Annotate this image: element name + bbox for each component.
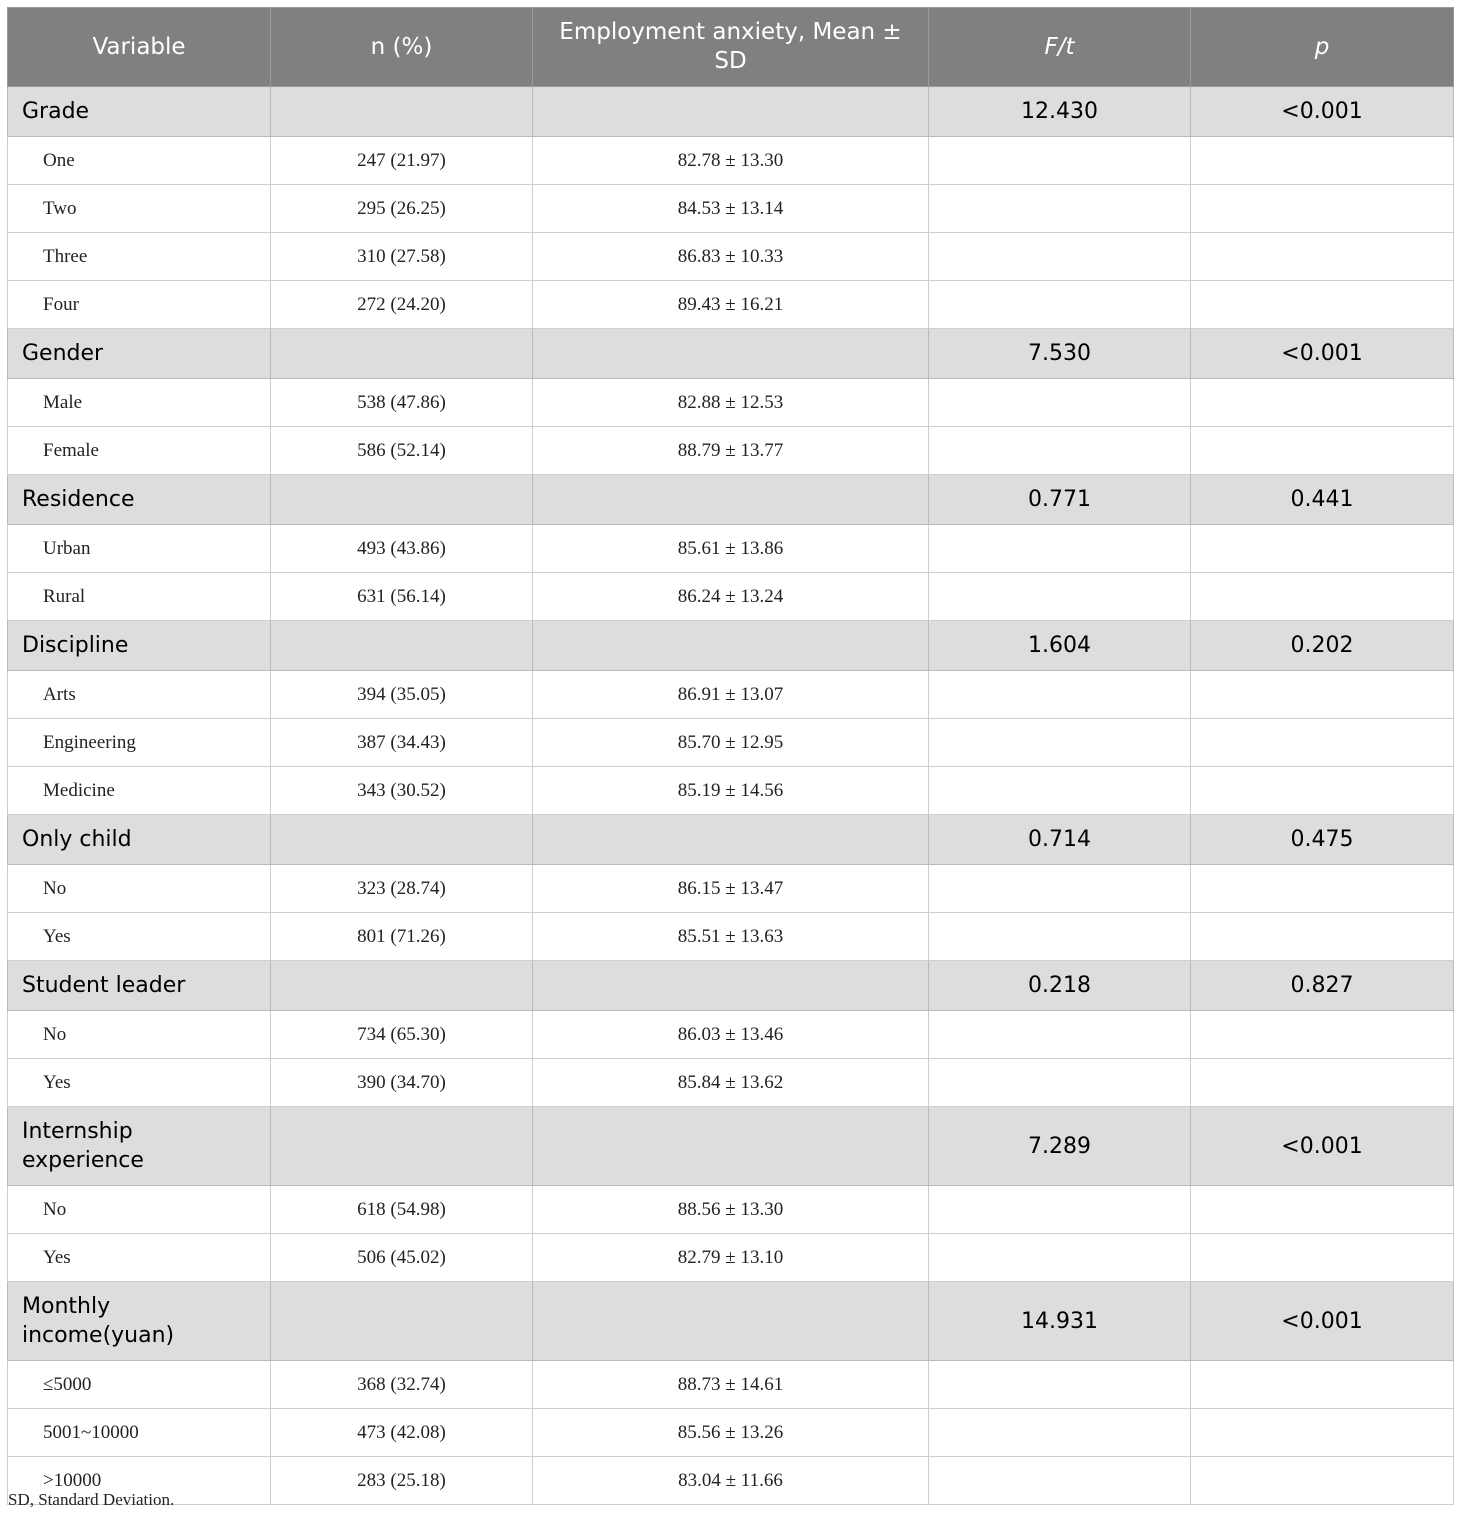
row-n-percent: 538 (47.86) xyxy=(271,379,533,427)
empty-cell xyxy=(1191,185,1454,233)
header-f-t: F/t xyxy=(929,8,1191,87)
row-n-percent: 734 (65.30) xyxy=(271,1011,533,1059)
table-row xyxy=(8,1457,1454,1505)
empty-cell xyxy=(1191,1457,1454,1505)
group-label: Student leader xyxy=(8,961,271,1011)
empty-cell xyxy=(1191,1361,1454,1409)
row-label: One xyxy=(8,137,271,185)
table-header xyxy=(8,8,1454,87)
row-n-percent: 247 (21.97) xyxy=(271,137,533,185)
empty-cell xyxy=(1191,427,1454,475)
group-stat: 14.931 xyxy=(929,1282,1191,1361)
row-n-percent: 323 (28.74) xyxy=(271,865,533,913)
row-label: 5001~10000 xyxy=(8,1409,271,1457)
group-p-value: 0.202 xyxy=(1191,621,1454,671)
group-label: Internship experience xyxy=(8,1107,271,1186)
empty-cell xyxy=(929,671,1191,719)
row-n-percent: 493 (43.86) xyxy=(271,525,533,573)
group-p-value: 0.827 xyxy=(1191,961,1454,1011)
empty-cell xyxy=(533,87,929,137)
empty-cell xyxy=(1191,719,1454,767)
empty-cell xyxy=(929,379,1191,427)
row-label: >10000 xyxy=(8,1457,271,1505)
table-row xyxy=(8,1409,1454,1457)
table-row xyxy=(8,671,1454,719)
empty-cell xyxy=(533,1282,929,1361)
row-mean-sd: 85.61 ± 13.86 xyxy=(533,525,929,573)
empty-cell xyxy=(1191,1059,1454,1107)
row-mean-sd: 85.84 ± 13.62 xyxy=(533,1059,929,1107)
group-row xyxy=(8,815,1454,865)
row-mean-sd: 86.15 ± 13.47 xyxy=(533,865,929,913)
table-row xyxy=(8,1361,1454,1409)
table-row xyxy=(8,1059,1454,1107)
row-n-percent: 586 (52.14) xyxy=(271,427,533,475)
empty-cell xyxy=(533,961,929,1011)
empty-cell xyxy=(1191,1186,1454,1234)
row-label: No xyxy=(8,1011,271,1059)
table-row xyxy=(8,427,1454,475)
table-row xyxy=(8,865,1454,913)
empty-cell xyxy=(929,1361,1191,1409)
empty-cell xyxy=(929,233,1191,281)
row-mean-sd: 85.56 ± 13.26 xyxy=(533,1409,929,1457)
row-mean-sd: 82.78 ± 13.30 xyxy=(533,137,929,185)
empty-cell xyxy=(271,961,533,1011)
row-label: No xyxy=(8,1186,271,1234)
empty-cell xyxy=(1191,913,1454,961)
table-row xyxy=(8,719,1454,767)
row-mean-sd: 82.88 ± 12.53 xyxy=(533,379,929,427)
empty-cell xyxy=(271,815,533,865)
row-mean-sd: 85.70 ± 12.95 xyxy=(533,719,929,767)
group-row xyxy=(8,1282,1454,1361)
row-n-percent: 310 (27.58) xyxy=(271,233,533,281)
group-label: Residence xyxy=(8,475,271,525)
header-n-percent: n (%) xyxy=(271,8,533,87)
group-p-value: <0.001 xyxy=(1191,329,1454,379)
empty-cell xyxy=(929,1059,1191,1107)
empty-cell xyxy=(1191,573,1454,621)
group-stat: 0.771 xyxy=(929,475,1191,525)
empty-cell xyxy=(1191,281,1454,329)
table-row xyxy=(8,1186,1454,1234)
empty-cell xyxy=(533,475,929,525)
row-n-percent: 368 (32.74) xyxy=(271,1361,533,1409)
table-body xyxy=(8,87,1454,1505)
row-label: No xyxy=(8,865,271,913)
row-n-percent: 295 (26.25) xyxy=(271,185,533,233)
row-n-percent: 283 (25.18) xyxy=(271,1457,533,1505)
row-mean-sd: 88.79 ± 13.77 xyxy=(533,427,929,475)
group-row xyxy=(8,87,1454,137)
row-label: Female xyxy=(8,427,271,475)
row-label: Rural xyxy=(8,573,271,621)
empty-cell xyxy=(1191,671,1454,719)
group-label: Grade xyxy=(8,87,271,137)
empty-cell xyxy=(533,1107,929,1186)
header-p: p xyxy=(1191,8,1454,87)
row-n-percent: 618 (54.98) xyxy=(271,1186,533,1234)
group-p-value: <0.001 xyxy=(1191,1282,1454,1361)
characteristics-table xyxy=(7,7,1454,1505)
row-label: Two xyxy=(8,185,271,233)
empty-cell xyxy=(271,1282,533,1361)
empty-cell xyxy=(929,1409,1191,1457)
row-mean-sd: 86.83 ± 10.33 xyxy=(533,233,929,281)
row-mean-sd: 85.19 ± 14.56 xyxy=(533,767,929,815)
row-label: Three xyxy=(8,233,271,281)
empty-cell xyxy=(929,719,1191,767)
empty-cell xyxy=(929,525,1191,573)
row-n-percent: 390 (34.70) xyxy=(271,1059,533,1107)
group-stat: 0.218 xyxy=(929,961,1191,1011)
group-row xyxy=(8,329,1454,379)
empty-cell xyxy=(929,281,1191,329)
empty-cell xyxy=(533,621,929,671)
empty-cell xyxy=(1191,137,1454,185)
table-row xyxy=(8,767,1454,815)
row-mean-sd: 86.24 ± 13.24 xyxy=(533,573,929,621)
group-stat: 7.530 xyxy=(929,329,1191,379)
group-label: Gender xyxy=(8,329,271,379)
table-row xyxy=(8,185,1454,233)
empty-cell xyxy=(929,913,1191,961)
row-label: Arts xyxy=(8,671,271,719)
group-label: Discipline xyxy=(8,621,271,671)
empty-cell xyxy=(929,767,1191,815)
empty-cell xyxy=(1191,379,1454,427)
empty-cell xyxy=(271,87,533,137)
empty-cell xyxy=(929,137,1191,185)
group-stat: 1.604 xyxy=(929,621,1191,671)
group-p-value: <0.001 xyxy=(1191,1107,1454,1186)
empty-cell xyxy=(1191,525,1454,573)
table-row xyxy=(8,913,1454,961)
group-p-value: <0.001 xyxy=(1191,87,1454,137)
empty-cell xyxy=(929,1011,1191,1059)
table-row xyxy=(8,233,1454,281)
empty-cell xyxy=(929,1186,1191,1234)
row-n-percent: 343 (30.52) xyxy=(271,767,533,815)
row-n-percent: 387 (34.43) xyxy=(271,719,533,767)
group-p-value: 0.441 xyxy=(1191,475,1454,525)
table-row xyxy=(8,379,1454,427)
empty-cell xyxy=(929,1457,1191,1505)
group-row xyxy=(8,1107,1454,1186)
row-n-percent: 473 (42.08) xyxy=(271,1409,533,1457)
empty-cell xyxy=(929,185,1191,233)
empty-cell xyxy=(929,427,1191,475)
row-label: Medicine xyxy=(8,767,271,815)
row-n-percent: 394 (35.05) xyxy=(271,671,533,719)
empty-cell xyxy=(1191,865,1454,913)
group-row xyxy=(8,621,1454,671)
header-row xyxy=(8,8,1454,87)
row-n-percent: 272 (24.20) xyxy=(271,281,533,329)
row-label: Male xyxy=(8,379,271,427)
row-mean-sd: 82.79 ± 13.10 xyxy=(533,1234,929,1282)
empty-cell xyxy=(271,1107,533,1186)
row-label: Engineering xyxy=(8,719,271,767)
empty-cell xyxy=(1191,233,1454,281)
table-row xyxy=(8,281,1454,329)
group-row xyxy=(8,475,1454,525)
empty-cell xyxy=(929,865,1191,913)
table-row xyxy=(8,1234,1454,1282)
table-footnote: SD, Standard Deviation. xyxy=(8,1490,175,1509)
table-row xyxy=(8,1011,1454,1059)
row-mean-sd: 86.03 ± 13.46 xyxy=(533,1011,929,1059)
group-stat: 7.289 xyxy=(929,1107,1191,1186)
group-label: Only child xyxy=(8,815,271,865)
header-variable: Variable xyxy=(8,8,271,87)
row-n-percent: 506 (45.02) xyxy=(271,1234,533,1282)
table-row xyxy=(8,137,1454,185)
empty-cell xyxy=(271,329,533,379)
group-stat: 12.430 xyxy=(929,87,1191,137)
group-stat: 0.714 xyxy=(929,815,1191,865)
row-mean-sd: 84.53 ± 13.14 xyxy=(533,185,929,233)
empty-cell xyxy=(1191,1409,1454,1457)
empty-cell xyxy=(1191,1011,1454,1059)
row-mean-sd: 88.73 ± 14.61 xyxy=(533,1361,929,1409)
row-label: Four xyxy=(8,281,271,329)
row-mean-sd: 85.51 ± 13.63 xyxy=(533,913,929,961)
empty-cell xyxy=(533,329,929,379)
empty-cell xyxy=(271,475,533,525)
table-row xyxy=(8,525,1454,573)
empty-cell xyxy=(1191,767,1454,815)
empty-cell xyxy=(1191,1234,1454,1282)
header-mean-sd: Employment anxiety, Mean ± SD xyxy=(533,8,929,87)
row-mean-sd: 89.43 ± 16.21 xyxy=(533,281,929,329)
group-label: Monthly income(yuan) xyxy=(8,1282,271,1361)
row-label: ≤5000 xyxy=(8,1361,271,1409)
row-n-percent: 801 (71.26) xyxy=(271,913,533,961)
group-row xyxy=(8,961,1454,1011)
row-label: Yes xyxy=(8,913,271,961)
row-mean-sd: 83.04 ± 11.66 xyxy=(533,1457,929,1505)
table-row xyxy=(8,573,1454,621)
row-mean-sd: 88.56 ± 13.30 xyxy=(533,1186,929,1234)
empty-cell xyxy=(929,1234,1191,1282)
row-label: Yes xyxy=(8,1234,271,1282)
row-mean-sd: 86.91 ± 13.07 xyxy=(533,671,929,719)
row-n-percent: 631 (56.14) xyxy=(271,573,533,621)
empty-cell xyxy=(271,621,533,671)
empty-cell xyxy=(929,573,1191,621)
empty-cell xyxy=(533,815,929,865)
row-label: Yes xyxy=(8,1059,271,1107)
row-label: Urban xyxy=(8,525,271,573)
group-p-value: 0.475 xyxy=(1191,815,1454,865)
